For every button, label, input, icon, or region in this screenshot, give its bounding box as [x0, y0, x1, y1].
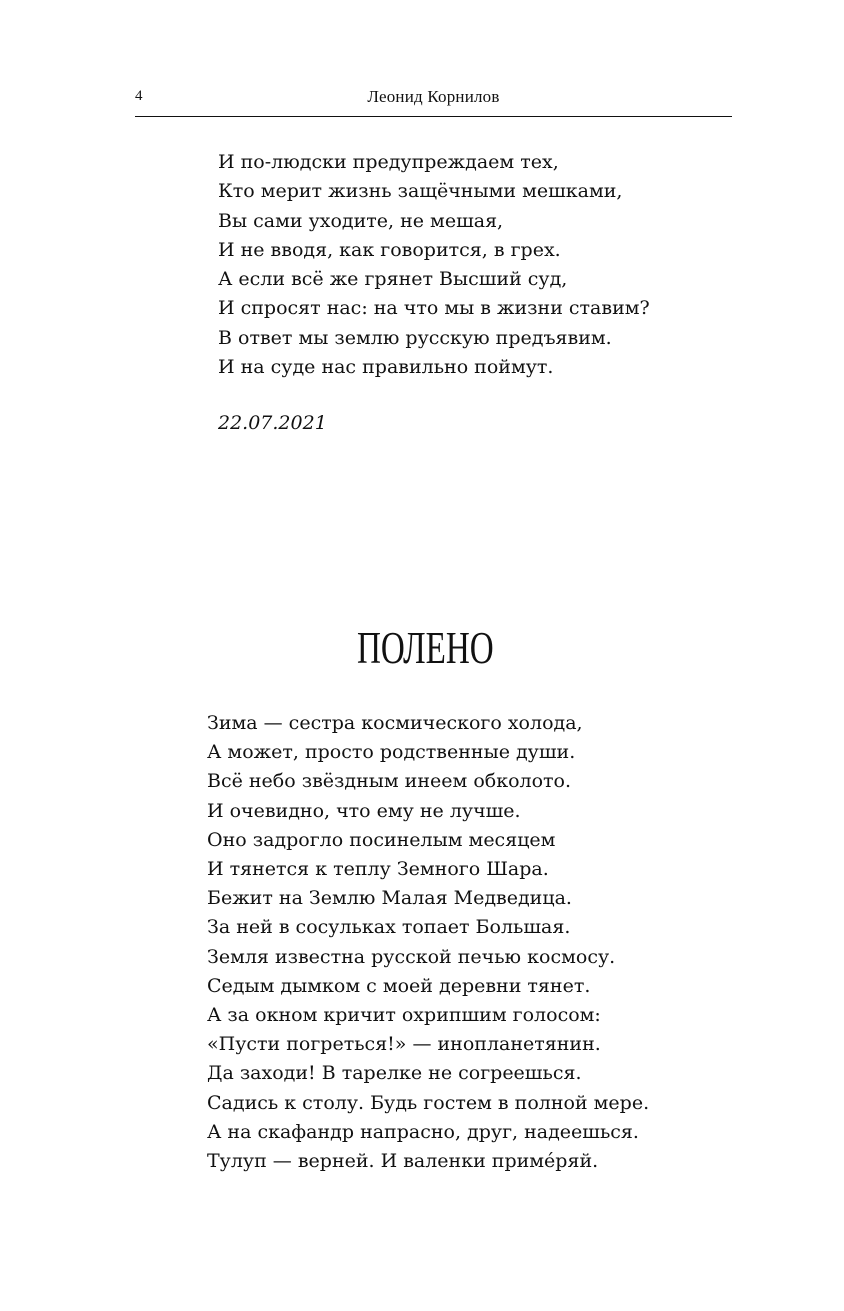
poem-body [207, 709, 649, 1176]
poem-line: Тулуп — верней. И валенки приме́ряй. [207, 1150, 599, 1173]
poem-line: Бежит на Землю Малая Медведица. [207, 887, 572, 910]
poem-line: И спросят нас: на что мы в жизни ставим? [218, 297, 650, 320]
poem-line: Кто мерит жизнь защёчными мешками, [218, 180, 623, 203]
poem-line: А за окном кричит охрипшим голосом: [207, 1004, 601, 1027]
poem-line: А если всё же грянет Высший суд, [218, 268, 568, 291]
poem-line: Садись к столу. Будь гостем в полной мере. [207, 1091, 650, 1114]
poem-line: Зима — сестра космического холода, [207, 712, 583, 734]
poem-line: Да заходи! В тарелке не согреешься. [207, 1062, 582, 1085]
poem-continuation [218, 148, 650, 382]
poem-line: В ответ мы землю русскую предъявим. [218, 326, 612, 349]
poem-line: И тянется к теплу Земного Шара. [207, 858, 549, 881]
poem-line: Всё небо звёздным инеем обколото. [207, 770, 572, 793]
poem-line: Седым дымком с моей деревни тянет. [207, 974, 591, 997]
page-number: 4 [135, 88, 143, 104]
poem-date: 22.07.2021 [218, 412, 327, 434]
poem-line: А на скафандр напрасно, друг, надеешься. [207, 1120, 639, 1143]
author-name: Леонид Корнилов [367, 87, 500, 106]
poem-line: А может, просто родственные души. [207, 741, 576, 764]
poem-line: И на суде нас правильно поймут. [218, 356, 554, 379]
poem-line: «Пусти погреться!» — инопланетянин. [207, 1033, 601, 1056]
poem-line: И не вводя, как говорится, в грех. [218, 238, 561, 261]
poem-line: Вы сами уходите, не мешая, [218, 209, 504, 232]
poem-line: И очевидно, что ему не лучше. [207, 799, 521, 822]
poem-line: И по-людски предупреждаем тех, [218, 151, 559, 173]
poem-line: Земля известна русской печью космосу. [207, 945, 616, 968]
poem-line: За ней в сосульках топает Большая. [207, 916, 571, 939]
running-header [135, 86, 732, 117]
poem-line: Оно задрогло посинелым месяцем [207, 828, 556, 851]
poem-title: ПОЛЕНО [356, 622, 494, 673]
